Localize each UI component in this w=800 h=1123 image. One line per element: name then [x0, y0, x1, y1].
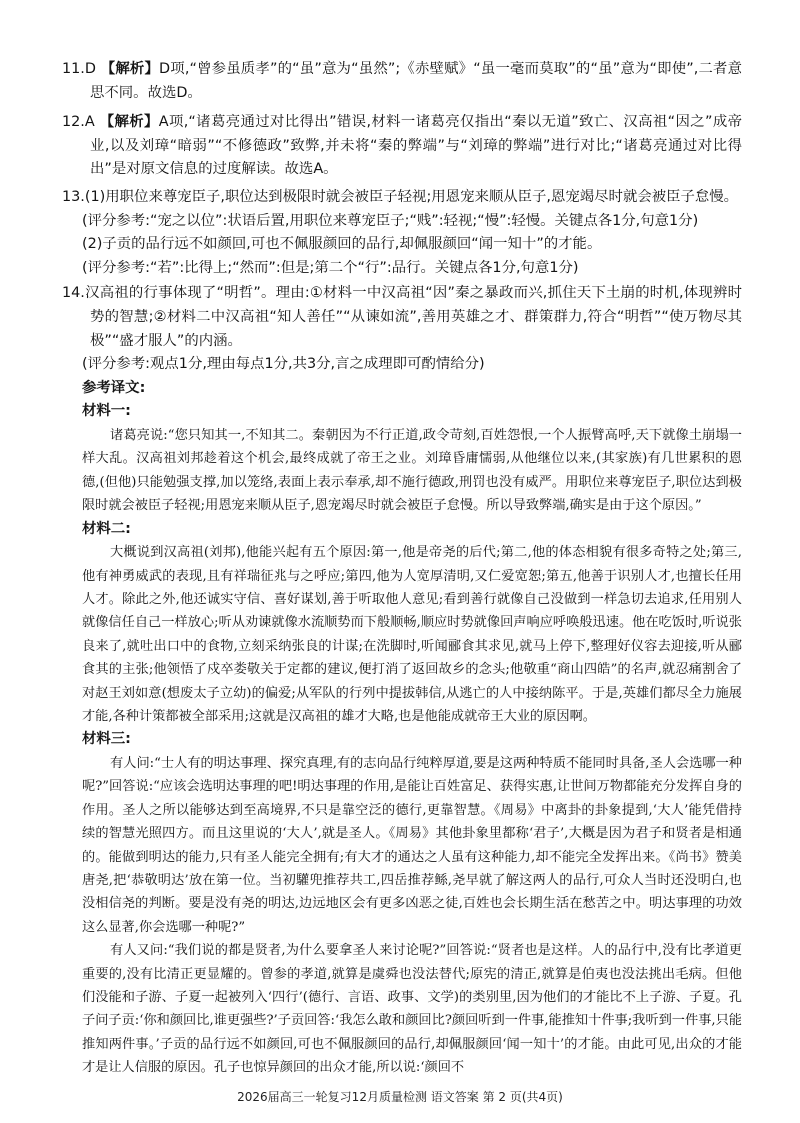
answer-13-scoring2: (评分参考:“若”:比得上;“然而”:但是;第二个“行”:品行。关键点各1分,句意1分) [82, 259, 579, 276]
material-1-translation: 诸葛亮说:“您只知其一,不知其二。秦朝因为不行正道,政令苛刻,百姓怨恨,一个人振臂高呼,天下就像土崩塌一样大乱。汉高祖刘邦趁着这个机会,最终成就了帝王之业。刘璋昏庸懦弱,从他继位以来,(其家族)有几世累积的恩德,(但他)只能勉强支撑,加以笼络,表面上表示奉承,却不施行德政,刑罚也没有威严。用职位来尊宠臣子,职位达到极限时就会被臣子轻视;用恩宠来顺从臣子,恩宠竭尽时就会被臣子怠慢。所以导致弊端,确实是由于这个原因。” [82, 427, 742, 514]
material-2-title: 材料二: [82, 520, 131, 537]
answer-11-tag: 【解析】 [100, 61, 160, 77]
material-3-translation-para1: 有人问:“士人有的明达事理、探究真理,有的志向品行纯粹厚道,要是这两种特质不能同时具备,圣人会选哪一种呢?”回答说:“应该会选明达事理的吧!明达事理的作用,是能让百姓富足、获得实惠,让世间万物都能充分发挥自身的作用。圣人之所以能够达到至高境界,不只是靠空泛的德行,更靠智慧。《周易》中离卦的卦象提到,‘大人’能凭借持续的智慧光照四方。而且这里说的‘大人’,就是圣人。《周易》其他卦象里都称‘君子’,大概是因为君子和贤者是相通的。能做到明达的能力,只有圣人能完全拥有;有大才的通达之人虽有这种能力,却不能完全发挥出来。《尚书》赞美唐尧,把‘恭敬明达’放在第一位。当初驩兜推荐共工,四岳推荐鲧,尧早就了解这两人的品行,可众人当时还没明白,也没相信尧的判断。要是没有尧的明达,边远地区会有更多凶恶之徒,百姓也会长期生活在愁苦之中。明达事理的功效这么显著,你会选哪一种呢?” [82, 755, 742, 935]
answer-11-number: 11. [62, 61, 85, 77]
material-2-translation: 大概说到汉高祖(刘邦),他能兴起有五个原因:第一,他是帝尧的后代;第二,他的体态相貌有很多奇特之处;第三,他有神勇威武的表现,且有祥瑞征兆与之呼应;第四,他为人宽厚清明,又仁爱宽恕;第五,他善于识别人才,也擅长任用人才。除此之外,他还诚实守信、喜好谋划,善于听取他人意见;看到善行就像自己没做到一样急切去追求,任用别人就像信任自己一样放心;听从劝谏就像水流顺势而下般顺畅,顺应时势就像回声响应呼唤般迅速。他在吃饭时,听说张良来了,就吐出口中的食物,立刻采纳张良的计谋;在洗脚时,听闻郦食其求见,就马上停下,整理好仪容去迎接,听从郦食其的主张;他领悟了戍卒娄敬关于定都的建议,便打消了返回故乡的念头;他敬重“商山四皓”的名声,就忍痛割舍了对赵王刘如意(想废太子立幼)的偏爱;从军队的行列中提拔韩信,从逃亡的人中接纳陈平。于是,英雄们都尽全力施展才能,各种计策都被全部采用;这就是汉高祖的雄才大略,也是他能成就帝王大业的原因啊。 [82, 545, 742, 724]
answer-13-part1: 13.(1)用职位来尊宠臣子,职位达到极限时就会被臣子轻视;用恩宠来顺从臣子,恩宠竭尽时就会被臣子怠慢。 [62, 188, 739, 205]
material-1-title: 材料一: [82, 403, 131, 420]
answer-11-text: D项,“曾参虽质孝”的“虽”意为“虽然”;《赤壁赋》“虽一毫而莫取”的“虽”意为“即使”,二者意思不同。故选D。 [90, 61, 743, 101]
material-3-translation-para2: 有人又问:“我们说的都是贤者,为什么要拿圣人来讨论呢?”回答说:“贤者也是这样。人的品行中,没有比孝道更重要的,没有比清正更显耀的。曾参的孝道,就算是虞舜也没法替代;原宪的清正,就算是伯夷也没法挑出毛病。但他们没能和子游、子夏一起被列入‘四行’(德行、言语、政事、文学)的类别里,因为他们的才能比不上子游、子夏。孔子问子贡:‘你和颜回比,谁更强些?’子贡回答:‘我怎么敢和颜回比?颜回听到一件事,能推知十件事;我听到一件事,只能推知两件事。’子贡的品行远不如颜回,可也不佩服颜回的品行,却佩服颜回‘闻一知十’的才能。由此可见,出众的才能才是让人信服的原因。孔子也惊异颜回的出众才能,所以说:‘颜回不 [82, 943, 742, 1076]
answer-12-choice: A [84, 114, 95, 131]
answer-11-choice: D [84, 61, 96, 77]
translation-heading: 参考译文: [82, 379, 146, 396]
answer-14: 14.汉高祖的行事体现了“明哲”。理由:①材料一中汉高祖“因”秦之暴政而兴,抓住天下土崩的时机,体现辨时势的智慧;②材料二中汉高祖“知人善任”“从谏如流”,善用英雄之才、群策群力,符合“明哲”“使万物尽其极”“盛才服人”的内涵。 [62, 285, 742, 349]
answer-13-part2: (2)子贡的品行远不如颜回,可也不佩服颜回的品行,却佩服颜回“闻一知十”的才能。 [82, 236, 602, 253]
answer-12-tag: 【解析】 [99, 114, 159, 131]
material-3-title: 材料三: [82, 731, 131, 748]
answer-12-number: 12. [62, 114, 85, 131]
answer-11 [62, 58, 742, 105]
answer-13-scoring1: (评分参考:“宠之以位”:状语后置,用职位来尊宠臣子;“贱”:轻视;“慢”:轻慢。关键点各1分,句意1分) [82, 212, 699, 229]
page-footer: 2026届高三一轮复习12月质量检测 语文答案 第 2 页(共4页) [237, 1090, 563, 1104]
answer-content [62, 58, 742, 1080]
answer-12-text: A项,“诸葛亮通过对比得出”错误,材料一诸葛亮仅指出“秦以无道”致亡、汉高祖“因之”成帝业,以及刘璋“暗弱”“不修德政”致弊,并未将“秦的弊端”与“刘璋的弊端”进行对比;“诸葛亮通过对比得出”是对原文信息的过度解读。故选A。 [90, 114, 742, 178]
answer-12 [62, 111, 742, 182]
answer-14-scoring: (评分参考:观点1分,理由每点1分,共3分,言之成理即可酌情给分) [82, 356, 485, 373]
